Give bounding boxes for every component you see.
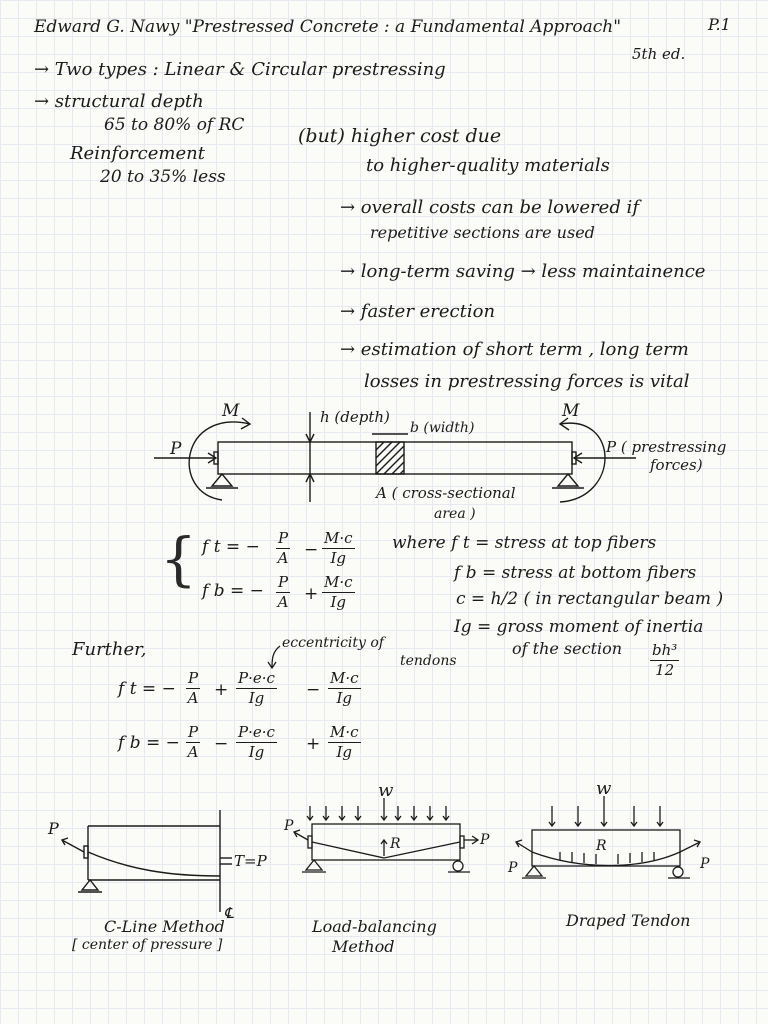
- eccentricity-arrow: [264, 644, 284, 670]
- area-label-2: area ): [434, 506, 476, 522]
- fb-lhs: f b = −: [202, 581, 264, 601]
- tendons-label: tendons: [400, 653, 457, 669]
- fb2-plus: +: [306, 734, 321, 754]
- lb-p-left: P: [284, 818, 294, 834]
- types-line: → Two types : Linear & Circular prestressing: [34, 59, 446, 80]
- ft2-pec-over-ig: $\frac{P\cdot e\cdot c}{Ig}$: [238, 669, 275, 708]
- ft-minus: −: [304, 540, 319, 560]
- moment-label-right: M: [562, 401, 580, 421]
- fb2-pec-over-ig: $\frac{P\cdot e\cdot c}{Ig}$: [238, 723, 275, 762]
- fb2-p-over-a: $\frac{P}{A}$: [187, 723, 199, 762]
- forces-label: forces): [650, 456, 703, 474]
- eccentricity-label: eccentricity of: [282, 635, 384, 651]
- ft-mc-over-ig: $\frac{M\cdot c}{Ig}$: [324, 529, 353, 568]
- c-line-method-diagram: [40, 800, 290, 920]
- where-ig-1: Ig = gross moment of inertia: [454, 617, 704, 637]
- ft-lhs: f t = −: [202, 537, 260, 557]
- bullet-erection: → faster erection: [340, 301, 496, 322]
- bullet-saving: → long-term saving → less maintainence: [340, 261, 706, 282]
- lb-w-label: w: [378, 780, 394, 801]
- draped-tendon-diagram: [500, 780, 740, 890]
- ft2-mc-over-ig: $\frac{M\cdot c}{Ig}$: [330, 669, 359, 708]
- but-line-2: to higher-quality materials: [366, 155, 610, 176]
- fb2-minus: −: [214, 734, 229, 754]
- bullet-losses-2: losses in prestressing forces is vital: [364, 371, 690, 392]
- width-label: b (width): [410, 420, 475, 436]
- where-ig-2: of the section: [512, 639, 623, 658]
- cline-p-label: P: [48, 819, 59, 838]
- depth-label: h (depth): [320, 408, 390, 426]
- bullet-costs-1: → overall costs can be lowered if: [340, 197, 639, 218]
- further-label: Further,: [72, 639, 147, 660]
- fb2-mc-over-ig: $\frac{M\cdot c}{Ig}$: [330, 723, 359, 762]
- dt-p-left: P: [508, 860, 518, 876]
- but-line-1: (but) higher cost due: [298, 125, 502, 147]
- cline-centerline-label: ℄: [224, 904, 234, 922]
- c-line-caption-2: [ center of pressure ]: [72, 937, 223, 953]
- force-label-left: P: [170, 439, 182, 459]
- depth-value: 65 to 80% of RC: [104, 115, 245, 135]
- fb-p-over-a: $\frac{P}{A}$: [277, 573, 289, 612]
- reinforcement-title: Reinforcement: [70, 143, 205, 164]
- lb-p-right: P: [480, 832, 490, 848]
- cline-tp-label: T=P: [234, 852, 267, 870]
- bh3-over-12: $\frac{\text{bh³}}{12}$: [652, 641, 678, 680]
- load-balancing-caption-1: Load-balancing: [312, 917, 437, 936]
- brace: {: [160, 525, 197, 593]
- fb2-lhs: f b = −: [118, 733, 180, 753]
- ft2-lhs: f t = −: [118, 679, 176, 699]
- draped-tendon-caption: Draped Tendon: [566, 911, 691, 930]
- dt-p-right: P: [700, 856, 710, 872]
- where-fb: f b = stress at bottom fibers: [454, 563, 697, 583]
- fb-plus: +: [304, 584, 319, 604]
- bullet-costs-2: repetitive sections are used: [370, 223, 595, 242]
- ft-p-over-a: $\frac{P}{A}$: [277, 529, 289, 568]
- lb-r-label: R: [390, 836, 401, 852]
- c-line-caption-1: C-Line Method: [104, 917, 225, 936]
- where-ft: where f t = stress at top fibers: [392, 533, 657, 553]
- prestressed-beam-diagram: [140, 398, 750, 528]
- header-title: Edward G. Nawy "Prestressed Concrete : a Fundamental Approach": [34, 17, 622, 37]
- where-c: c = h/2 ( in rectangular beam ): [456, 589, 724, 609]
- ft2-plus: +: [214, 680, 229, 700]
- prestress-label: P ( prestressing: [606, 438, 727, 456]
- area-label-1: A ( cross-sectional: [376, 484, 516, 502]
- edition: 5th ed.: [632, 45, 686, 63]
- dt-w-label: w: [596, 778, 612, 799]
- reinforcement-value: 20 to 35% less: [100, 167, 226, 187]
- moment-label-left: M: [222, 401, 240, 421]
- depth-title: → structural depth: [34, 91, 204, 112]
- page-number: P.1: [708, 15, 731, 34]
- fb-mc-over-ig: $\frac{M\cdot c}{Ig}$: [324, 573, 353, 612]
- load-balancing-caption-2: Method: [332, 937, 395, 956]
- ft2-p-over-a: $\frac{P}{A}$: [187, 669, 199, 708]
- load-balancing-diagram: [280, 780, 500, 890]
- bullet-losses-1: → estimation of short term , long term: [340, 339, 689, 360]
- dt-r-label: R: [596, 838, 607, 854]
- ft2-minus: −: [306, 680, 321, 700]
